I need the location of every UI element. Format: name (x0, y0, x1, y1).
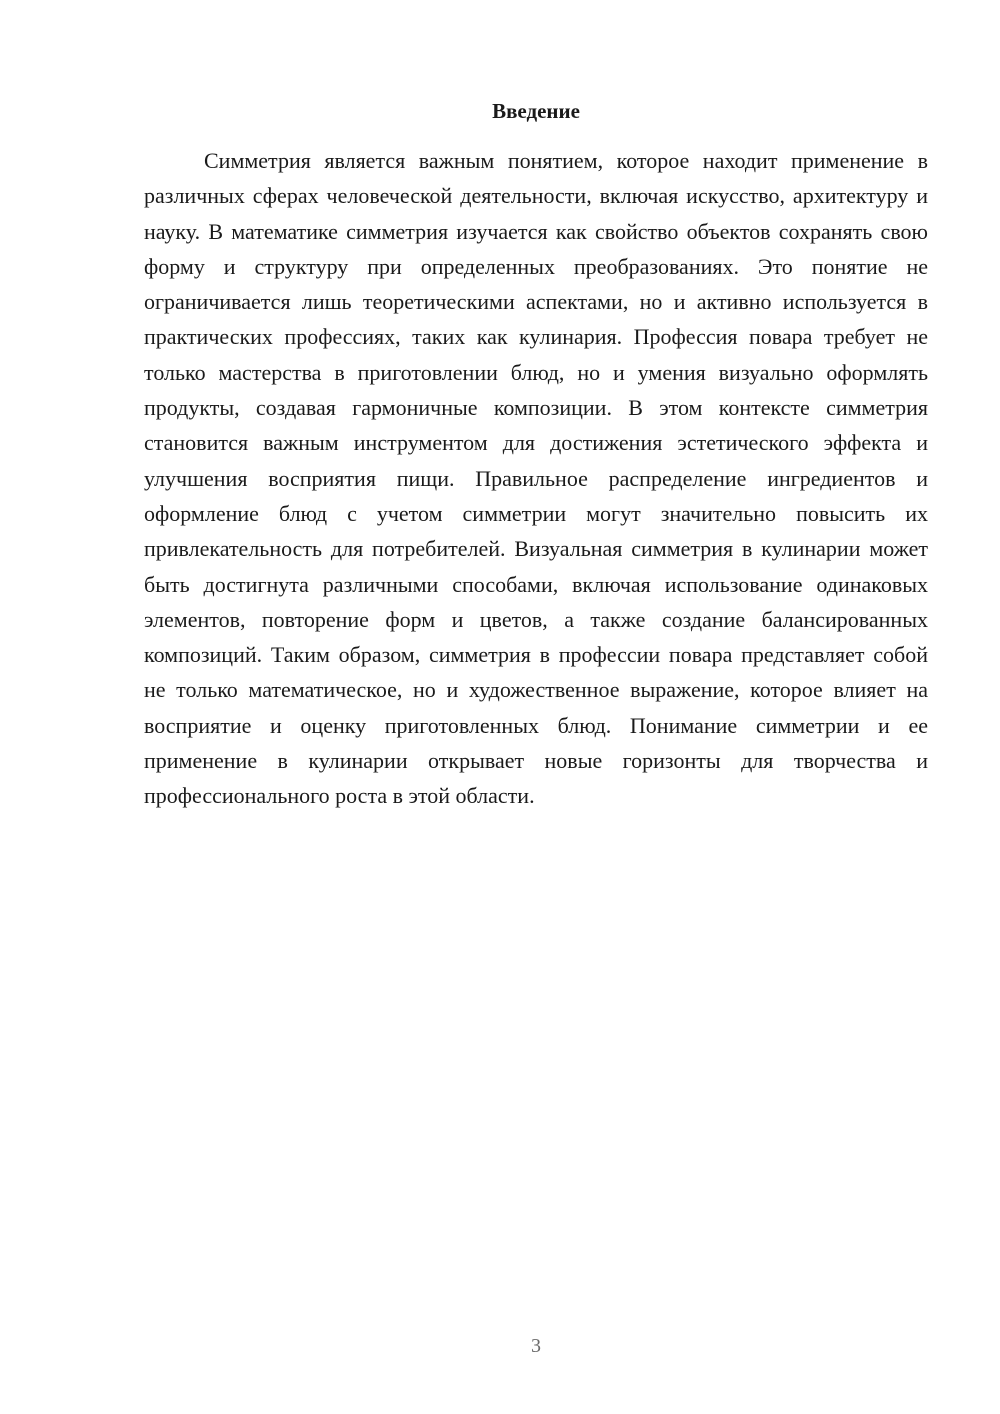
introduction-paragraph: Симметрия является важным понятием, которое находит применение в различных сферах человеческой деятельности, включая искусство, архитектуру и науку. В математике симметрия изучается как свойство объектов сохранять свою форму и структуру при определенных преобразованиях. Это понятие не ограничивается лишь теоретическими аспектами, но и активно используется в практических профессиях, таких как кулинария. Профессия повара требует не только мастерства в приготовлении блюд, но и умения визуально оформлять продукты, создавая гармоничные композиции. В этом контексте симметрия становится важным инструментом для достижения эстетического эффекта и улучшения восприятия пищи. Правильное распределение ингредиентов и оформление блюд с учетом симметрии могут значительно повысить их привлекательность для потребителей. Визуальная симметрия в кулинарии может быть достигнута различными способами, включая использование одинаковых элементов, повторение форм и цветов, а также создание балансированных композиций. Таким образом, симметрия в профессии повара представляет собой не только математическое, но и художественное выражение, которое влияет на восприятие и оценку приготовленных блюд. Понимание симметрии и ее применение в кулинарии открывает новые горизонты для творчества и профессионального роста в этой области. (144, 148, 928, 809)
page-number: 3 (531, 1335, 541, 1357)
section-heading: Введение (492, 99, 580, 123)
